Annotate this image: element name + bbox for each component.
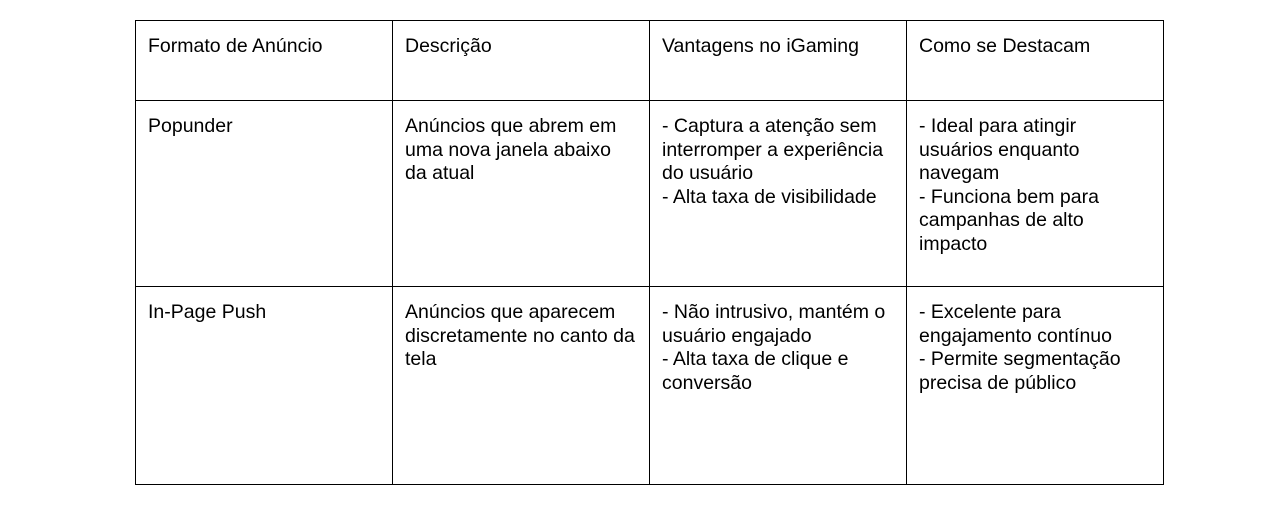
- table-header-row: [136, 21, 1164, 101]
- cell-description: Anúncios que aparecem discretamente no canto da tela: [393, 287, 650, 485]
- table-row: [136, 101, 1164, 287]
- header-cell-advantages: Vantagens no iGaming: [650, 21, 907, 101]
- header-cell-format: Formato de Anúncio: [136, 21, 393, 101]
- cell-format: In-Page Push: [136, 287, 393, 485]
- cell-highlights: - Ideal para atingir usuários enquanto navegam - Funciona bem para campanhas de alto impacto: [907, 101, 1164, 287]
- header-cell-description: Descrição: [393, 21, 650, 101]
- cell-format: Popunder: [136, 101, 393, 287]
- cell-description: Anúncios que abrem em uma nova janela abaixo da atual: [393, 101, 650, 287]
- cell-advantages: - Não intrusivo, mantém o usuário engajado - Alta taxa de clique e conversão: [650, 287, 907, 485]
- cell-advantages: - Captura a atenção sem interromper a experiência do usuário - Alta taxa de visibilidade: [650, 101, 907, 287]
- ad-formats-table: [135, 20, 1164, 485]
- header-cell-highlights: Como se Destacam: [907, 21, 1164, 101]
- table-row: [136, 287, 1164, 485]
- cell-highlights: - Excelente para engajamento contínuo - Permite segmentação precisa de público: [907, 287, 1164, 485]
